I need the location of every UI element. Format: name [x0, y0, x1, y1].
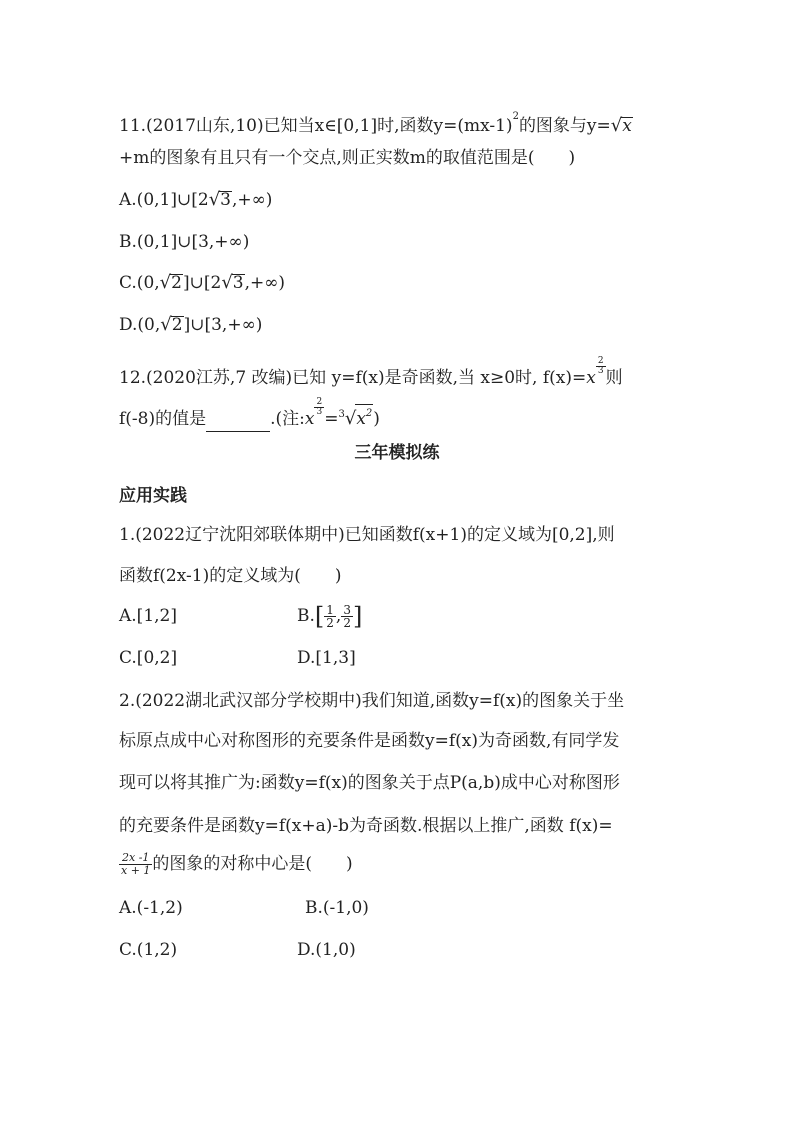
q1-option-b-frac1: $\frac{1}{2}$	[326, 603, 334, 630]
q11-text-b: 的图象与y=	[518, 116, 611, 136]
q1-option-b-frac2: $\frac{3}{2}$	[343, 603, 351, 630]
q12-text-2a: f(-8)的值是	[119, 409, 207, 429]
q1-option-c[interactable]: C.[0,2]	[119, 648, 178, 668]
comma: ,	[335, 606, 342, 626]
sqrt-symbol: √	[208, 189, 221, 210]
q2-stem-line2: 标原点成中心对称图形的充要条件是函数y=f(x)为奇函数,有同学发	[119, 731, 620, 751]
q11-option-a[interactable]	[119, 187, 272, 213]
q2-stem-line4: 的充要条件是函数y=f(x+a)-b为奇函数.根据以上推广,函数 f(x)=	[119, 816, 613, 836]
q11-radicand: x	[622, 116, 632, 136]
q11-option-a-text-post: ,+∞)	[232, 190, 273, 210]
q1-option-b-label: B.	[297, 606, 315, 626]
q11-stem-line1	[119, 104, 633, 136]
sqrt-symbol: √	[221, 272, 233, 293]
q11-option-c-text-mid: ]∪[2	[182, 273, 222, 293]
q12-note-eq: =	[324, 409, 339, 429]
sqrt-symbol: √	[610, 115, 623, 136]
q1-option-a[interactable]: A.[1,2]	[119, 606, 177, 626]
q12-stem-line1	[119, 356, 623, 388]
q2-option-b[interactable]: B.(-1,0)	[305, 898, 369, 918]
q1-option-b[interactable]	[297, 600, 362, 632]
q11-option-a-radicand: 3	[220, 190, 231, 210]
q11-option-c-text: C.(0,	[119, 273, 160, 293]
q11-stem-line2: +m的图象有且只有一个交点,则正实数m的取值范围是( )	[119, 148, 576, 168]
subsection-title: 应用实践	[119, 486, 187, 506]
q11-option-d-text: D.(0,	[119, 315, 161, 335]
q2-fraction: $\frac{2x -1}{x + 1}$	[121, 851, 151, 877]
q12-text: 12.(2020江苏,7 改编)已知 y=f(x)是奇函数,当 x≥0时, f(x)=	[119, 368, 587, 388]
answer-blank[interactable]	[206, 413, 270, 432]
q12-note-root-index: 3	[338, 409, 345, 420]
q2-stem-line3: 现可以将其推广为:函数y=f(x)的图象关于点P(a,b)成中心对称图形	[119, 773, 620, 793]
q2-stem-line5	[119, 847, 353, 881]
q1-option-d[interactable]: D.[1,3]	[297, 648, 356, 668]
bracket-open: [	[314, 602, 325, 631]
q12-note-exponent: $\frac{2}{3}$	[316, 397, 323, 417]
q11-option-a-text: A.(0,1]∪[2	[119, 190, 209, 210]
q2-option-a[interactable]: A.(-1,2)	[119, 898, 183, 918]
q11-option-c-radicand1: 2	[171, 273, 182, 293]
q11-option-d-radicand: 2	[171, 315, 183, 335]
q12-stem-line2	[119, 397, 380, 429]
sqrt-symbol: √	[344, 408, 357, 429]
q11-option-d[interactable]	[119, 312, 262, 338]
q11-option-d-text-post: ]∪[3,+∞)	[183, 315, 263, 335]
q11-option-c[interactable]	[119, 270, 285, 296]
q12-note-base: x	[304, 409, 315, 429]
q12-note-radicand: $x^2$	[355, 404, 373, 428]
section-heading: 三年模拟练	[354, 443, 440, 463]
q12-exponent: $\frac{2}{3}$	[597, 356, 604, 376]
q1-stem-line1: 1.(2022辽宁沈阳郊联体期中)已知函数f(x+1)的定义域为[0,2],则	[119, 525, 615, 545]
q11-text: 11.(2017山东,10)已知当x∈[0,1]时,函数y=(mx-1)	[119, 116, 513, 136]
q11-exponent: 2	[512, 111, 519, 122]
q2-stem-line1: 2.(2022湖北武汉部分学校期中)我们知道,函数y=f(x)的图象关于坐	[119, 691, 625, 711]
q12-note-open: .(注:	[270, 409, 305, 429]
q12-base: x	[586, 368, 596, 388]
q2-option-c[interactable]: C.(1,2)	[119, 940, 178, 960]
q12-text-b: 则	[605, 368, 623, 388]
q2-option-d[interactable]: D.(1,0)	[297, 940, 356, 960]
q11-option-c-text-post: ,+∞)	[244, 273, 286, 293]
q11-option-b[interactable]: B.(0,1]∪[3,+∞)	[119, 232, 250, 252]
q12-note-close: )	[373, 409, 380, 429]
bracket-close: ]	[352, 602, 363, 631]
q11-option-c-radicand2: 3	[232, 273, 244, 293]
sqrt-symbol: √	[160, 314, 172, 335]
q1-stem-line2: 函数f(2x-1)的定义域为( )	[119, 566, 342, 586]
q2-text-end: 的图象的对称中心是( )	[152, 854, 353, 874]
sqrt-symbol: √	[159, 272, 172, 293]
